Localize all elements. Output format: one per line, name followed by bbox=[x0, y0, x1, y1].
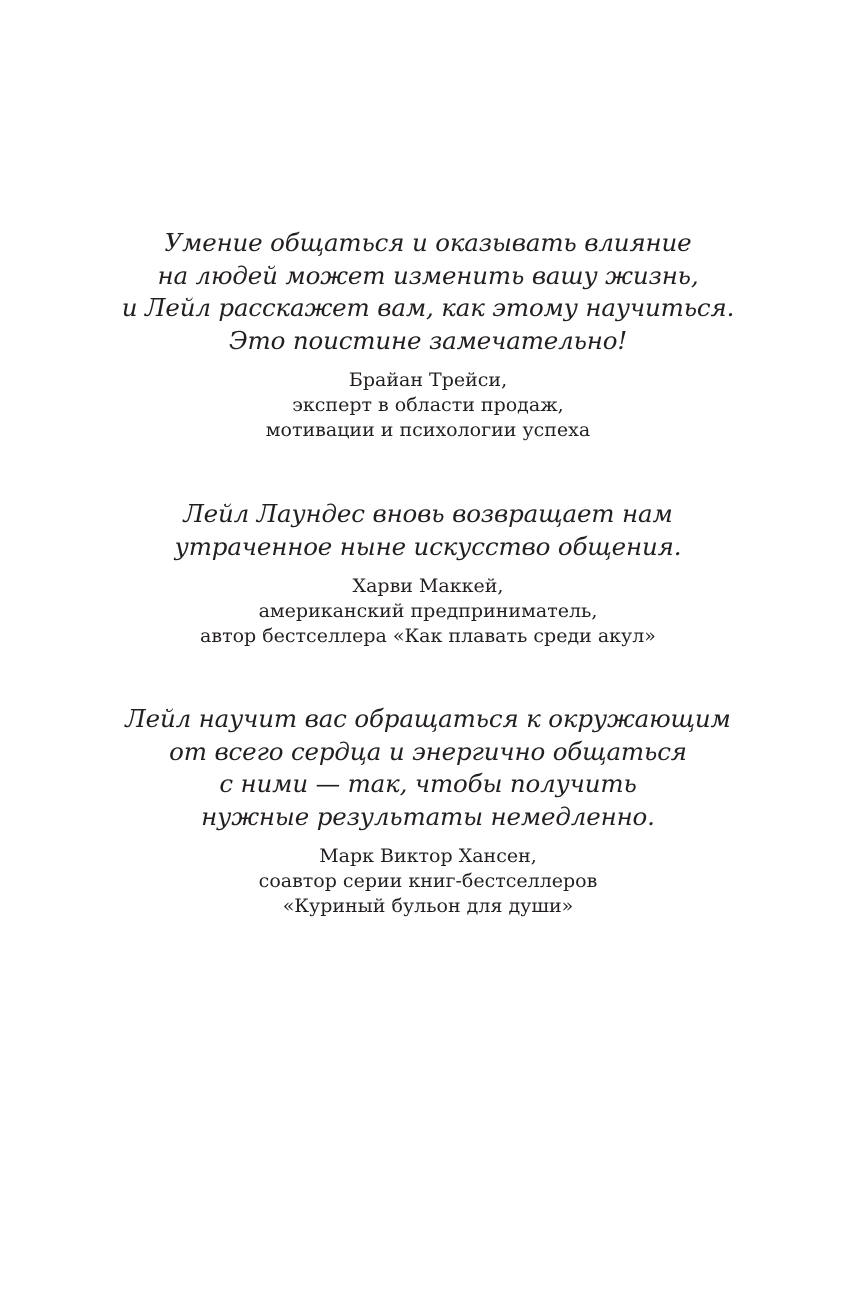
testimonial-mark-victor-hansen bbox=[0, 703, 856, 919]
quote-line: утраченное ныне искусство общения. bbox=[174, 531, 682, 561]
testimonial-quote bbox=[0, 498, 856, 563]
testimonial-attribution bbox=[0, 574, 856, 649]
attribution-line: «Куриный бульон для души» bbox=[282, 895, 574, 917]
testimonial-harvey-mackay bbox=[0, 498, 856, 649]
attribution-line: американский предприниматель, bbox=[258, 600, 598, 622]
quote-line: Лейл Лаундес вновь возвращает нам bbox=[183, 499, 673, 528]
testimonial-quote bbox=[0, 227, 856, 357]
testimonial-quote bbox=[0, 703, 856, 833]
quote-line: нужные результаты немедленно. bbox=[201, 801, 655, 831]
attribution-line: эксперт в области продаж, bbox=[292, 394, 564, 416]
quote-line: и Лейл расскажет вам, как этому научиться. bbox=[121, 293, 735, 322]
quote-line: Умение общаться и оказывать влияние bbox=[164, 228, 692, 257]
quote-line: от всего сердца и энергично общаться bbox=[169, 736, 687, 766]
testimonial-attribution bbox=[0, 368, 856, 443]
attribution-name: Марк Виктор Хансен, bbox=[319, 845, 537, 867]
testimonial-attribution bbox=[0, 844, 856, 919]
quote-line: Это поистине замечательно! bbox=[228, 325, 628, 355]
quote-line: с ними — так, чтобы получить bbox=[219, 769, 637, 798]
attribution-line: соавтор серии книг-бестселлеров bbox=[258, 870, 598, 892]
attribution-line: мотивации и психологии успеха bbox=[265, 419, 591, 441]
testimonial-brian-tracy bbox=[0, 227, 856, 443]
quote-line: Лейл научит вас обращаться к окружающим bbox=[125, 704, 731, 733]
attribution-line: автор бестселлера «Как плавать среди акул» bbox=[200, 625, 656, 647]
attribution-name: Харви Маккей, bbox=[352, 575, 504, 597]
attribution-name: Брайан Трейси, bbox=[348, 369, 508, 391]
quote-line: на людей может изменить вашу жизнь, bbox=[157, 260, 699, 290]
